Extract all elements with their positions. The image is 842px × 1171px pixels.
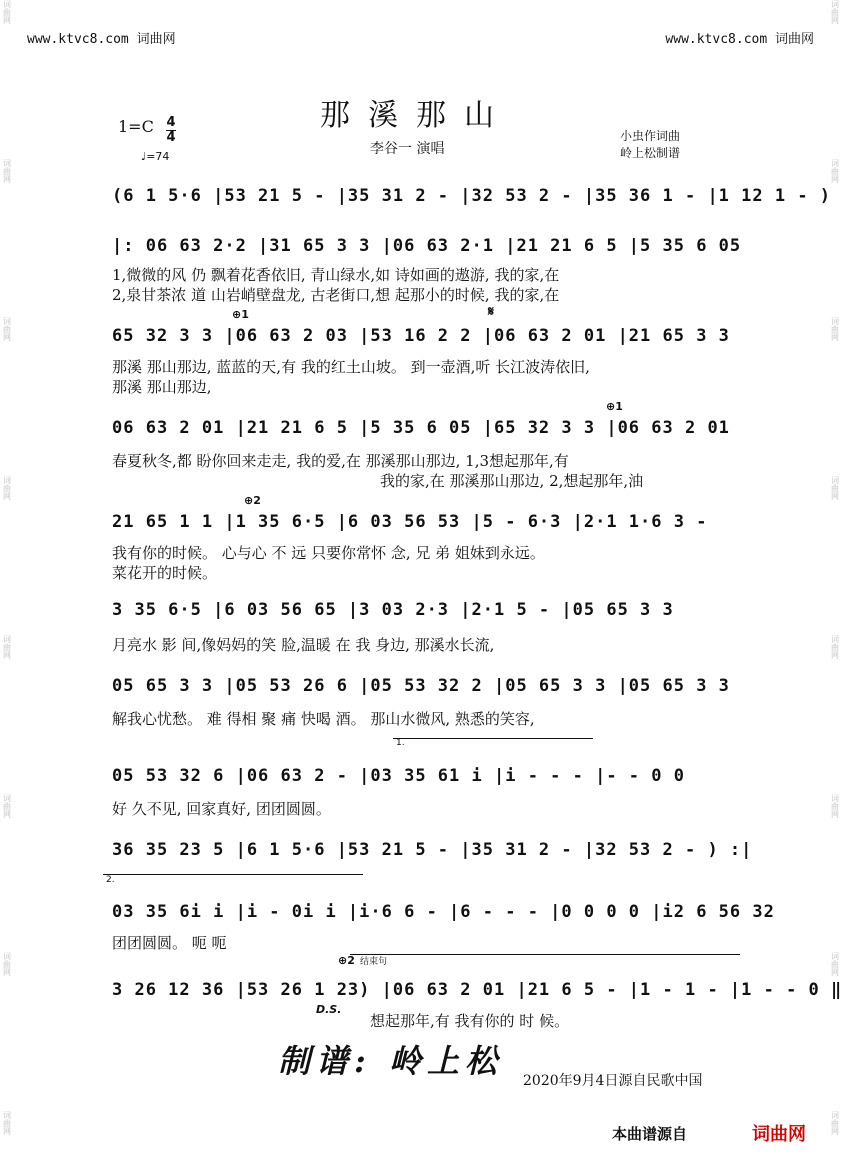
watermark-text: 词曲网 bbox=[2, 1110, 12, 1135]
second-ending-mark: 2. bbox=[106, 875, 115, 885]
ending-phrase-label: 结束句 bbox=[360, 957, 388, 967]
lyric-line: 那溪 那山那边, bbox=[112, 378, 212, 396]
coda-mark: ⊕2 bbox=[338, 954, 355, 967]
header-site-right[interactable]: www.ktvc8.com 词曲网 bbox=[665, 32, 814, 47]
notation-line: 05 53 32 6 |06 63 2 - |03 35 61 i |i - - - |- - 0 0 bbox=[112, 766, 685, 786]
author-credits bbox=[620, 128, 680, 162]
watermark-text: 词曲网 bbox=[2, 317, 12, 342]
first-ending-bracket bbox=[393, 738, 593, 739]
lyric-line: 那溪 那山那边, 蓝蓝的天,有 我的红土山坡。 到一壶酒,听 长江波涛依旧, bbox=[112, 358, 590, 376]
coda-mark: ⊕1 bbox=[232, 308, 249, 321]
watermark-text: 词曲网 bbox=[830, 476, 840, 501]
composer-credit: 小虫作词曲 bbox=[620, 129, 681, 143]
watermark-text: 词曲网 bbox=[830, 317, 840, 342]
tempo-marking: ♩=74 bbox=[141, 150, 170, 163]
song-title: 那溪那山 bbox=[320, 98, 512, 133]
coda-mark: ⊕2 bbox=[244, 494, 261, 507]
notation-line: |: 06 63 2·2 |31 65 3 3 |06 63 2·1 |21 21 6 5 |5 35 6 05 bbox=[112, 236, 742, 256]
notation-line: 21 65 1 1 |1 35 6·5 |6 03 56 53 |5 - 6·3 |2·1 1·6 3 - bbox=[112, 512, 708, 532]
transcriber-credit: 岭上松制谱 bbox=[620, 146, 681, 160]
time-signature bbox=[166, 116, 176, 145]
notation-line: 36 35 23 5 |6 1 5·6 |53 21 5 - |35 31 2 - |32 53 2 - ) :| bbox=[112, 840, 753, 860]
watermark-text: 词曲网 bbox=[830, 793, 840, 818]
watermark-text: 词曲网 bbox=[2, 158, 12, 183]
watermark-text: 词曲网 bbox=[2, 793, 12, 818]
lyric-line: 春夏秋冬,都 盼你回来走走, 我的爱,在 那溪那山那边, 1,3想起那年,有 bbox=[112, 452, 569, 470]
left-watermark bbox=[2, 0, 12, 1171]
watermark-text: 词曲网 bbox=[2, 476, 12, 501]
lyric-line: 我有你的时候。 心与心 不 远 只要你常怀 念, 兄 弟 姐妹到永远。 bbox=[112, 544, 545, 562]
lyric-line: 想起那年,有 我有你的 时 候。 bbox=[370, 1012, 570, 1030]
watermark-text: 词曲网 bbox=[830, 1110, 840, 1135]
lyric-line: 月亮水 影 间,像妈妈的笑 脸,温暖 在 我 身边, 那溪水长流, bbox=[112, 636, 495, 654]
time-bottom: 4 bbox=[166, 130, 176, 145]
ds-mark: D.S. bbox=[316, 1003, 342, 1016]
first-ending-mark: 1. bbox=[396, 738, 405, 748]
transcriber-signature: 制谱: 岭上松 bbox=[278, 1042, 503, 1080]
segno-mark: 𝄋 bbox=[488, 304, 495, 320]
notation-line: 06 63 2 01 |21 21 6 5 |5 35 6 05 |65 32 3 3 |06 63 2 01 bbox=[112, 418, 730, 438]
watermark-text: 词曲网 bbox=[830, 158, 840, 183]
notation-line: 3 26 12 36 |53 26 1 23) |06 63 2 01 |21 6 5 - |1 - 1 - |1 - - 0 ‖ bbox=[112, 980, 842, 1000]
notation-line: (6 1 5·6 |53 21 5 - |35 31 2 - |32 53 2 - |35 36 1 - |1 12 1 - ) bbox=[112, 186, 832, 206]
watermark-text: 词曲网 bbox=[2, 0, 12, 24]
lyric-line: 我的家,在 那溪那山那边, 2,想起那年,油 bbox=[380, 472, 644, 490]
notation-line: 03 35 6i i |i - 0i i |i·6 6 - |6 - - - |0 0 0 0 |i2 6 56 32 bbox=[112, 902, 775, 922]
source-date: 2020年9月4日源自民歌中国 bbox=[523, 1073, 703, 1089]
watermark-text: 词曲网 bbox=[830, 952, 840, 977]
header-site-left[interactable]: www.ktvc8.com 词曲网 bbox=[27, 32, 176, 47]
lyric-line: 解我心忧愁。 难 得相 聚 痛 快喝 酒。 那山水微风, 熟悉的笑容, bbox=[112, 710, 535, 728]
lyric-line: 团团圆圆。 呃 呃 bbox=[112, 934, 227, 952]
singer-credit: 李谷一 演唱 bbox=[370, 141, 445, 157]
lyric-line: 2,泉甘茶浓 道 山岩峭壁盘龙, 古老街口,想 起那小的时候, 我的家,在 bbox=[112, 286, 560, 304]
ending-phrase-bracket bbox=[350, 954, 740, 955]
watermark-text: 词曲网 bbox=[2, 634, 12, 659]
footer-source-text: 本曲谱源自 bbox=[612, 1125, 688, 1143]
time-top: 4 bbox=[166, 115, 176, 130]
watermark-text: 词曲网 bbox=[830, 634, 840, 659]
notation-line: 05 65 3 3 |05 53 26 6 |05 53 32 2 |05 65 3 3 |05 65 3 3 bbox=[112, 676, 730, 696]
second-ending-bracket bbox=[103, 874, 363, 875]
lyric-line: 菜花开的时候。 bbox=[112, 564, 218, 582]
lyric-line: 好 久不见, 回家真好, 团团圆圆。 bbox=[112, 800, 331, 818]
lyric-line: 1,微微的风 仍 飘着花香依旧, 青山绿水,如 诗如画的遨游, 我的家,在 bbox=[112, 266, 560, 284]
coda-mark: ⊕1 bbox=[606, 400, 623, 413]
watermark-text: 词曲网 bbox=[830, 0, 840, 24]
notation-line: 65 32 3 3 |06 63 2 03 |53 16 2 2 |06 63 2 01 |21 65 3 3 bbox=[112, 326, 730, 346]
site-logo[interactable]: 词曲网 bbox=[752, 1124, 806, 1145]
key-signature: 1=C bbox=[118, 117, 154, 136]
notation-line: 3 35 6·5 |6 03 56 65 |3 03 2·3 |2·1 5 - |05 65 3 3 bbox=[112, 600, 674, 620]
watermark-text: 词曲网 bbox=[2, 952, 12, 977]
